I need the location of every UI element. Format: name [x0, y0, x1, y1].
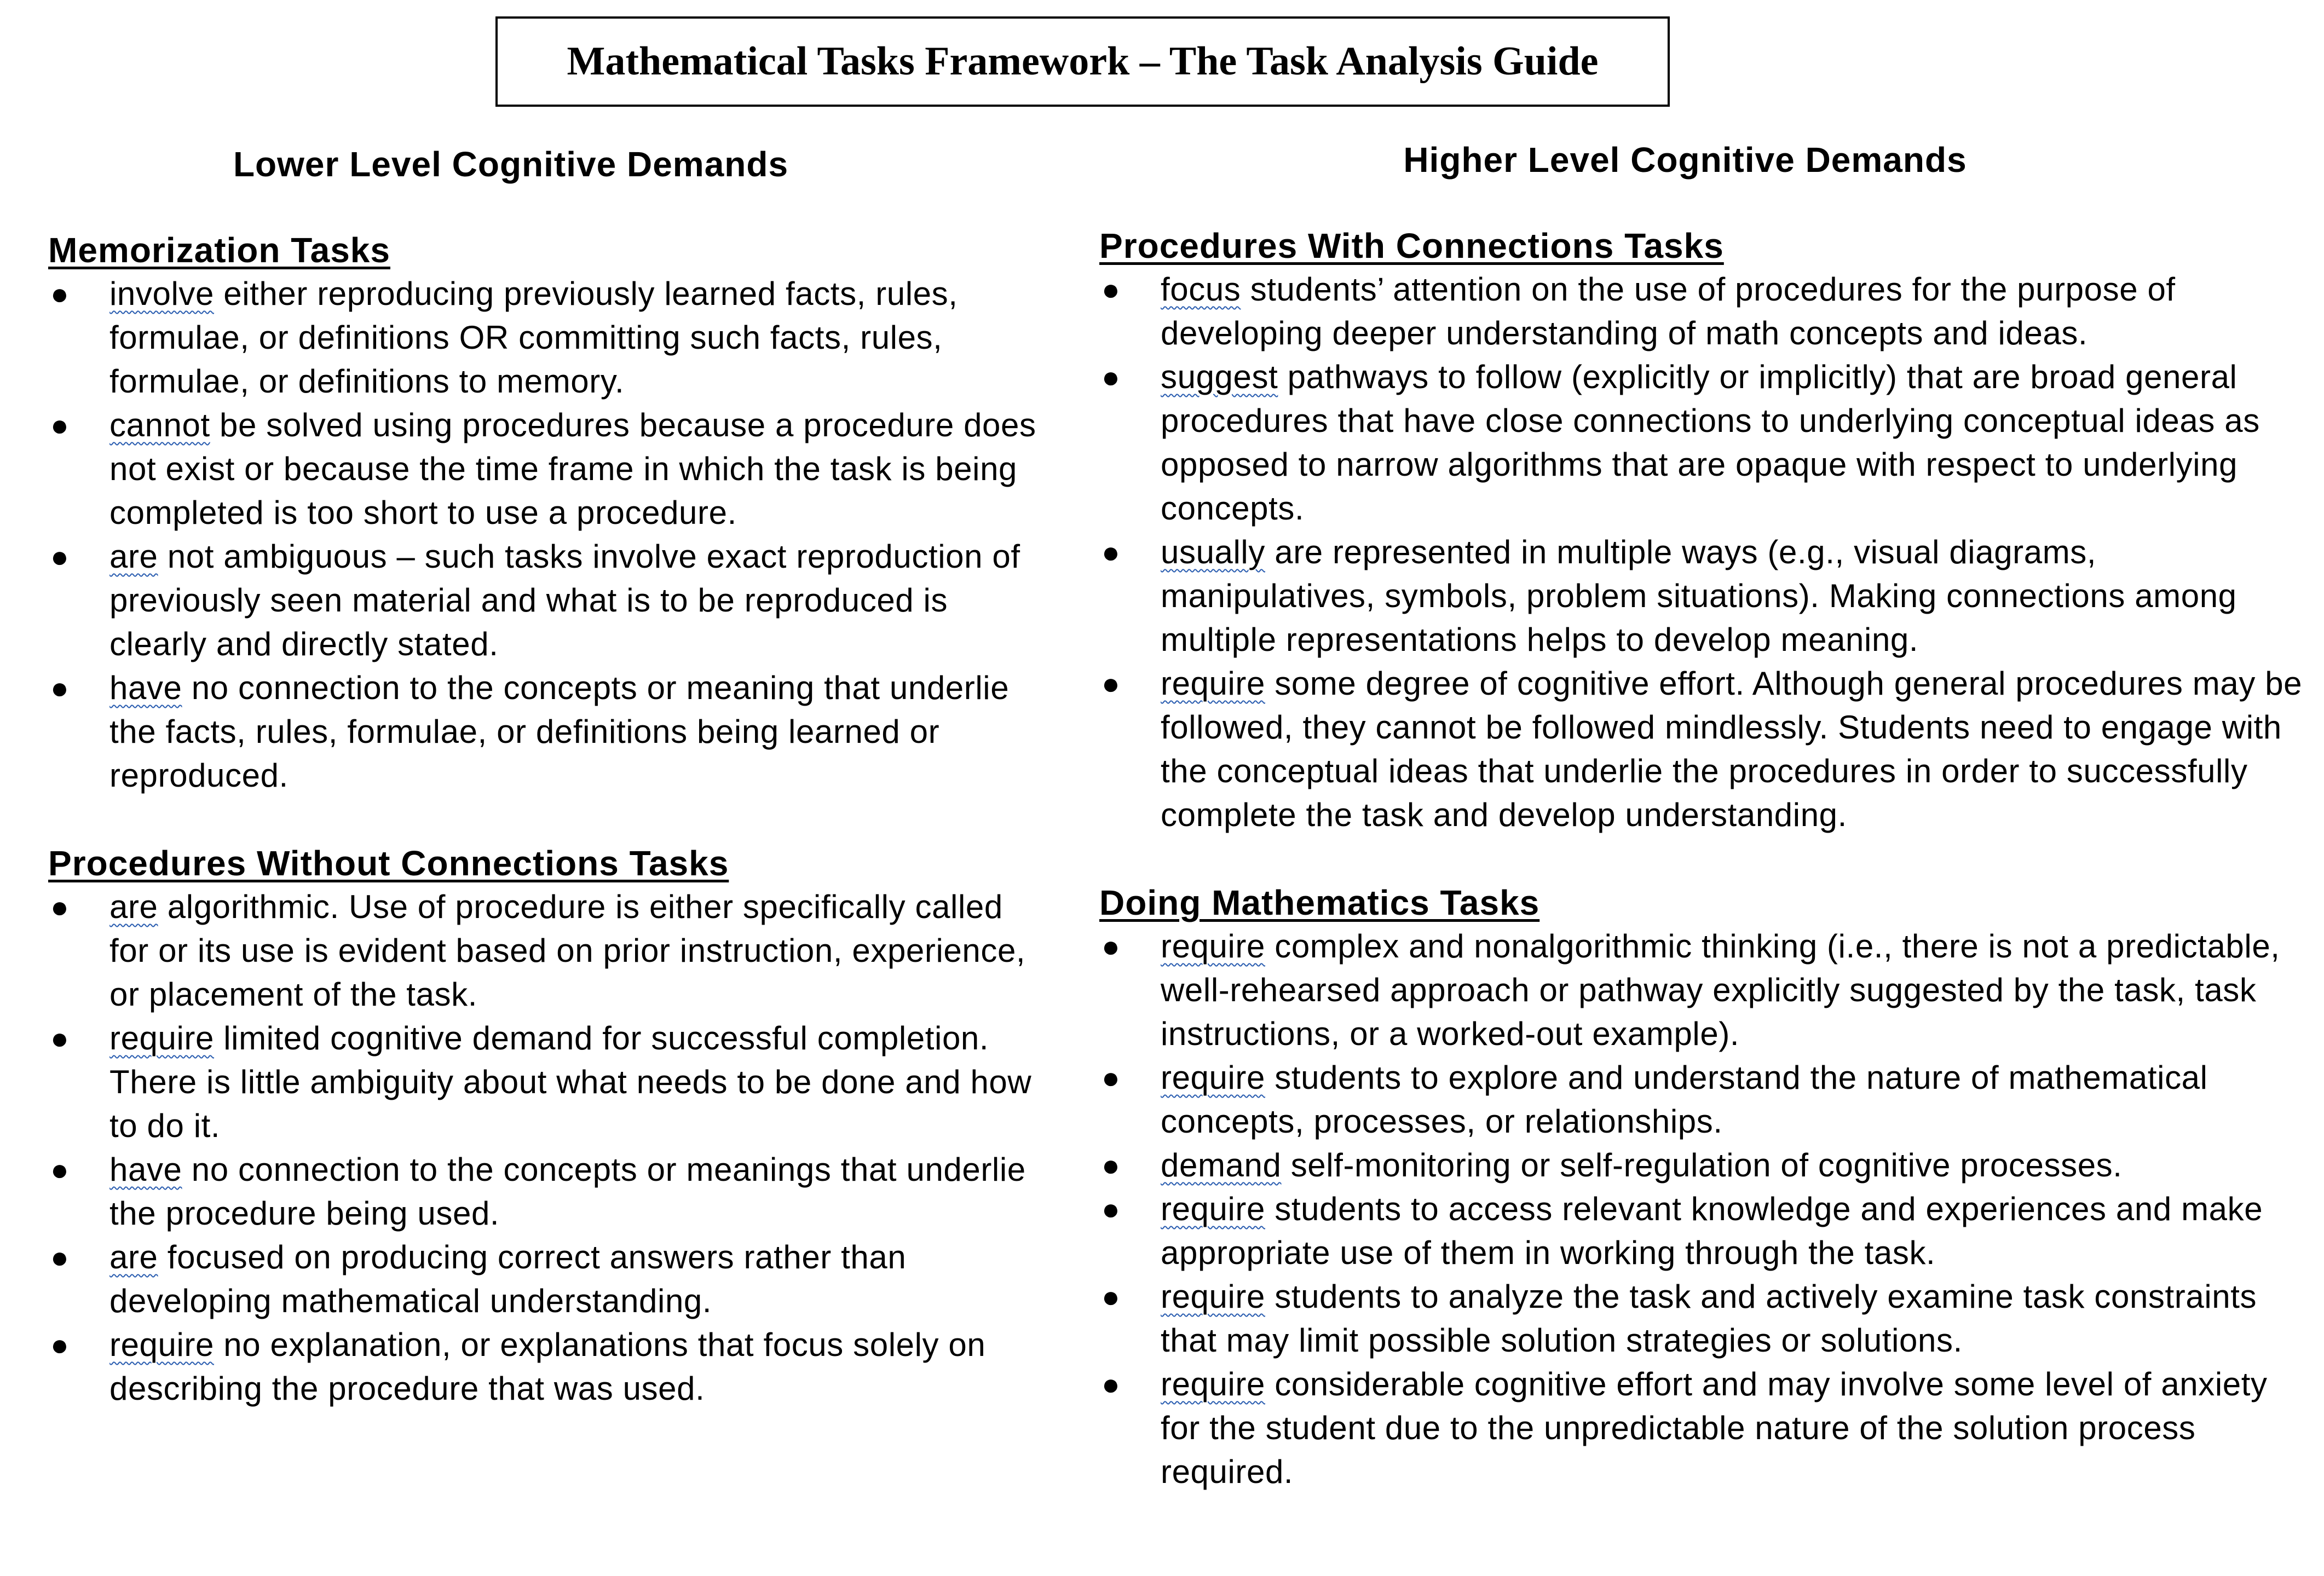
item-text: be solved using procedures because a procedure does not exist or because the time frame in which the task is being completed is too short to use a procedure.	[109, 407, 1036, 531]
procedures-without-connections-section	[48, 841, 1045, 1411]
lead-word: require	[109, 1020, 214, 1057]
item-text: students’ attention on the use of procedures for the purpose of developing deeper understanding of math concepts and ideas.	[1161, 271, 2176, 351]
bullet-icon: ●	[50, 1327, 70, 1362]
item-text: either reproducing previously learned facts, rules, formulae, or definitions OR committing such facts, rules, formulae, or definitions to memory.	[109, 275, 958, 400]
item-text: are represented in multiple ways (e.g., visual diagrams, manipulatives, symbols, problem situations). Making connections among multiple representations helps to develop meaning.	[1161, 534, 2237, 658]
higher-level-heading: Higher Level Cognitive Demands	[1403, 140, 1967, 180]
item-text: students to access relevant knowledge and experiences and make appropriate use of them in working through the task.	[1161, 1191, 2263, 1271]
list-item	[48, 1017, 1045, 1148]
item-text: limited cognitive demand for successful completion. There is little ambiguity about what needs to be done and how to do it.	[109, 1020, 1032, 1144]
bullet-list	[1099, 925, 2312, 1494]
bullet-icon: ●	[50, 890, 70, 924]
section-title: Memorization Tasks	[48, 230, 390, 270]
list-item	[48, 403, 1045, 535]
procedures-with-connections-section	[1099, 224, 2312, 837]
lead-word: require	[1161, 665, 1265, 702]
item-text: focused on producing correct answers rather than developing mathematical understanding.	[109, 1239, 907, 1319]
lead-word: focus	[1161, 271, 1241, 308]
lead-word: require	[1161, 1059, 1265, 1096]
lead-word: require	[1161, 1278, 1265, 1315]
list-item	[1099, 268, 2312, 355]
lead-word: are	[109, 538, 158, 575]
higher-level-column	[1099, 140, 2312, 1538]
bullet-icon: ●	[1102, 666, 1121, 701]
item-text: some degree of cognitive effort. Although general procedures may be followed, they cannot be followed mindlessly. Students need to engage with the conceptual ideas that underlie the procedures in order to successfully complete the task and develop understanding.	[1161, 665, 2303, 833]
list-item	[1099, 1144, 2312, 1187]
bullet-icon: ●	[1102, 535, 1121, 569]
item-text: self-monitoring or self-regulation of cognitive processes.	[1281, 1147, 2123, 1184]
bullet-icon: ●	[1102, 1192, 1121, 1226]
title-box	[495, 16, 1670, 107]
item-text: pathways to follow (explicitly or implicitly) that are broad general procedures that have close connections to underlying conceptual ideas as opposed to narrow algorithms that are opaque with respect to underlying concepts.	[1161, 359, 2260, 527]
bullet-icon: ●	[1102, 1367, 1121, 1401]
list-item	[48, 885, 1045, 1017]
lead-word: require	[109, 1326, 214, 1363]
lead-word: involve	[109, 275, 214, 312]
item-text: algorithmic. Use of procedure is either specifically called for or its use is evident based on prior instruction, experience, or placement of the task.	[109, 888, 1026, 1013]
lead-word: require	[1161, 1191, 1265, 1227]
bullet-icon: ●	[1102, 1148, 1121, 1182]
lead-word: have	[109, 669, 182, 706]
bullet-icon: ●	[1102, 360, 1121, 394]
section-title: Procedures Without Connections Tasks	[48, 844, 729, 883]
section-title: Procedures With Connections Tasks	[1099, 226, 1724, 265]
list-item	[48, 1323, 1045, 1411]
list-item	[1099, 925, 2312, 1056]
list-item	[1099, 1275, 2312, 1363]
lead-word: suggest	[1161, 359, 1278, 395]
bullet-list	[48, 885, 1045, 1411]
bullet-icon: ●	[1102, 1060, 1121, 1095]
lead-word: usually	[1161, 534, 1265, 570]
lower-level-column	[48, 140, 1045, 1454]
item-text: no connection to the concepts or meaning that underlie the facts, rules, formulae, or definitions being learned or reproduced.	[109, 669, 1010, 794]
lead-word: require	[1161, 928, 1265, 965]
lower-level-heading: Lower Level Cognitive Demands	[233, 145, 789, 184]
bullet-icon: ●	[50, 1240, 70, 1274]
list-item	[1099, 530, 2312, 662]
list-item	[1099, 1363, 2312, 1494]
bullet-icon: ●	[50, 539, 70, 574]
memorization-tasks-section	[48, 228, 1045, 798]
bullet-icon: ●	[50, 276, 70, 311]
item-text: students to explore and understand the nature of mathematical concepts, processes, or relationships.	[1161, 1059, 2208, 1140]
item-text: no explanation, or explanations that focus solely on describing the procedure that was used.	[109, 1326, 986, 1407]
list-item	[48, 535, 1045, 666]
list-item	[48, 666, 1045, 798]
lead-word: cannot	[109, 407, 210, 443]
bullet-list	[1099, 268, 2312, 837]
item-text: students to analyze the task and actively examine task constraints that may limit possible solution strategies or solutions.	[1161, 1278, 2257, 1359]
page-title: Mathematical Tasks Framework – The Task Analysis Guide	[567, 39, 1599, 84]
bullet-icon: ●	[1102, 1279, 1121, 1314]
bullet-icon: ●	[1102, 929, 1121, 963]
list-item	[1099, 662, 2312, 837]
lead-word: are	[109, 888, 158, 925]
item-text: considerable cognitive effort and may involve some level of anxiety for the student due to the unpredictable nature of the solution process required.	[1161, 1366, 2268, 1490]
bullet-icon: ●	[50, 1021, 70, 1055]
lead-word: require	[1161, 1366, 1265, 1402]
lead-word: have	[109, 1151, 182, 1188]
bullet-list	[48, 272, 1045, 798]
bullet-icon: ●	[50, 1152, 70, 1187]
bullet-icon: ●	[50, 408, 70, 442]
bullet-icon: ●	[1102, 272, 1121, 307]
section-title: Doing Mathematics Tasks	[1099, 883, 1540, 922]
lead-word: demand	[1161, 1147, 1282, 1184]
list-item	[48, 272, 1045, 403]
bullet-icon: ●	[50, 671, 70, 705]
list-item	[48, 1236, 1045, 1323]
list-item	[48, 1148, 1045, 1236]
lead-word: are	[109, 1239, 158, 1275]
list-item	[1099, 1187, 2312, 1275]
list-item	[1099, 355, 2312, 530]
item-text: not ambiguous – such tasks involve exact reproduction of previously seen material and what is to be reproduced is clearly and directly stated.	[109, 538, 1020, 662]
list-item	[1099, 1056, 2312, 1144]
doing-mathematics-section	[1099, 881, 2312, 1494]
item-text: no connection to the concepts or meanings that underlie the procedure being used.	[109, 1151, 1026, 1232]
item-text: complex and nonalgorithmic thinking (i.e., there is not a predictable, well-rehearsed approach or pathway explicitly suggested by the task, task instructions, or a worked-out example).	[1161, 928, 2280, 1052]
